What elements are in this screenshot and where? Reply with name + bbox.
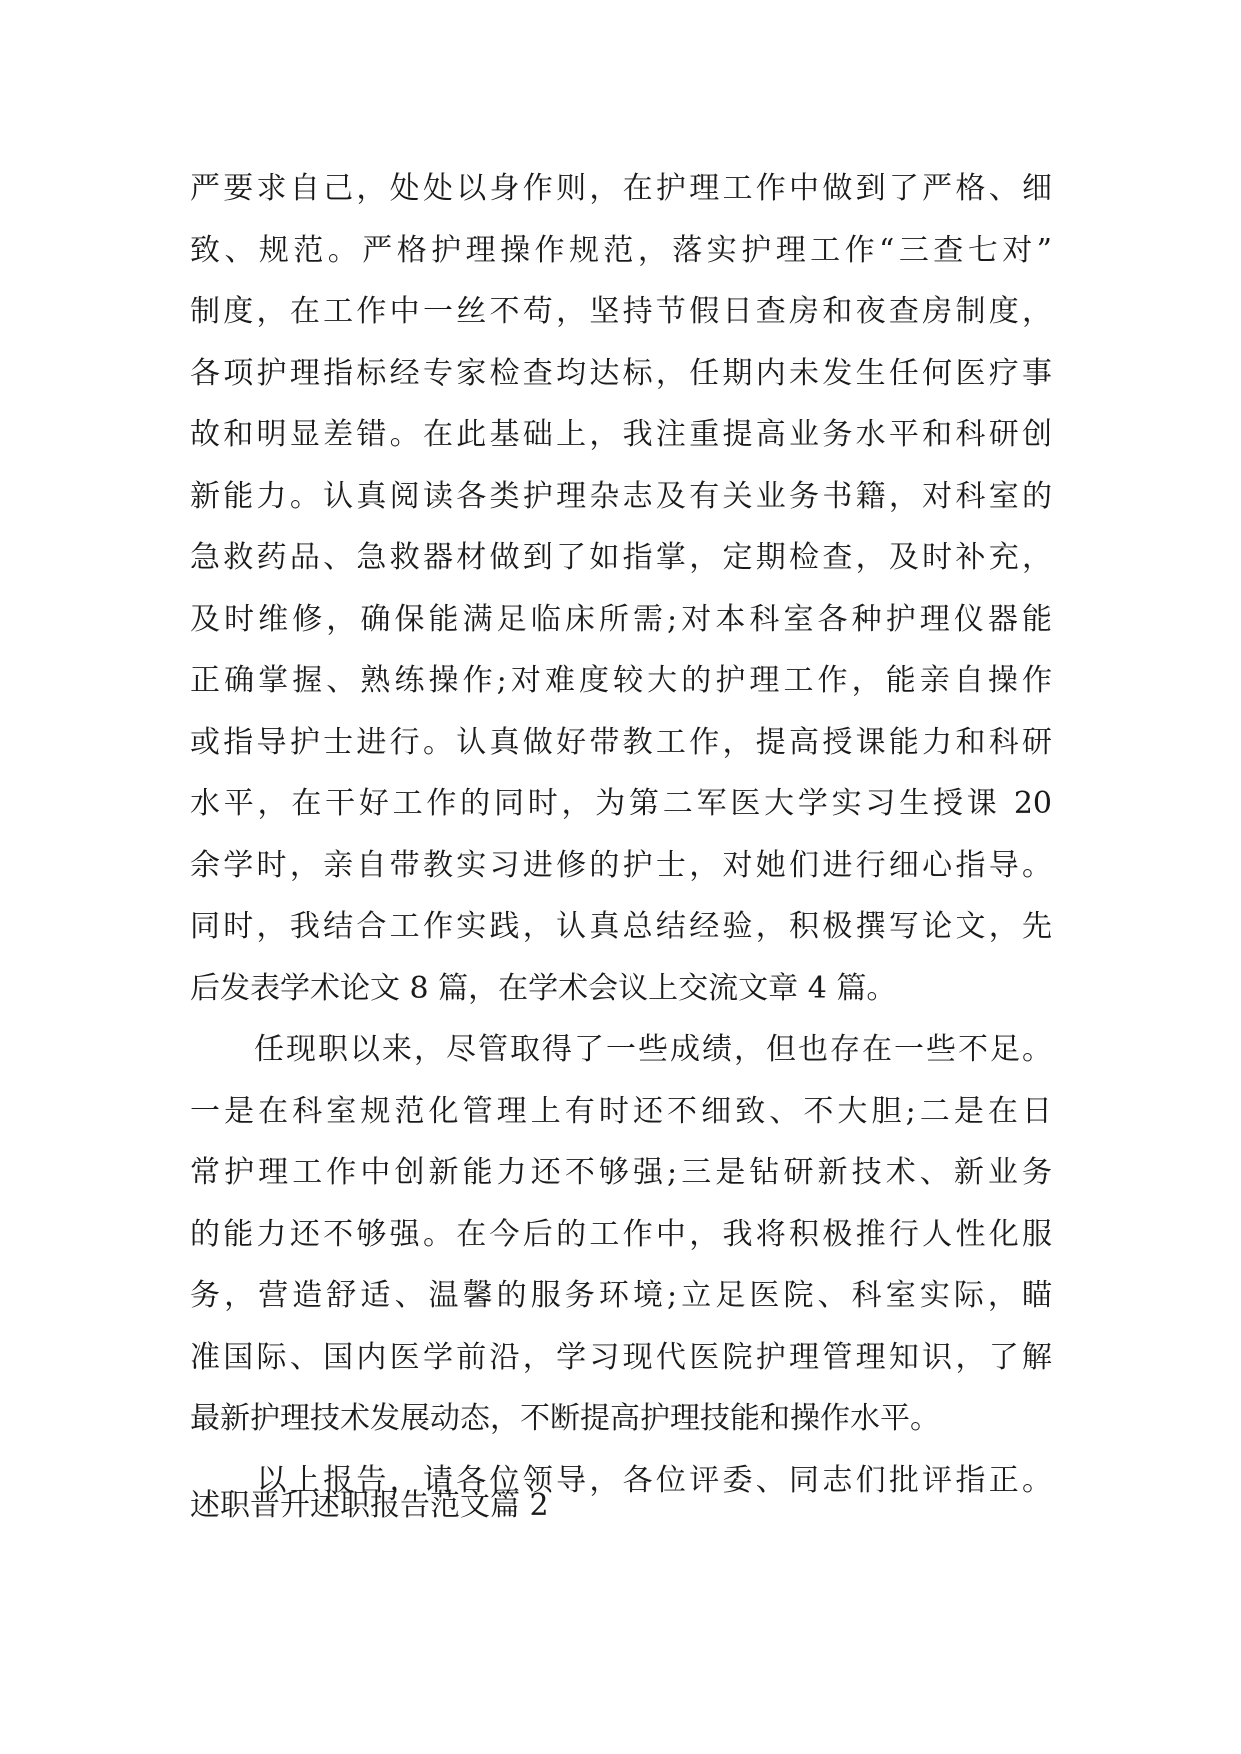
text-line: 同时，我结合工作实践，认真总结经验，积极撰写论文，先 xyxy=(190,909,1052,944)
text-line: 各项护理指标经专家检查均达标，任期内未发生任何医疗事 xyxy=(190,355,1052,391)
text-line: 准国际、国内医学前沿，学习现代医院护理管理知识，了解 xyxy=(190,1339,1052,1375)
text-line: 或指导护士进行。认真做好带教工作，提高授课能力和科研 xyxy=(190,724,1052,760)
text-line: 以上报告，请各位领导，各位评委、同志们批评指正。 xyxy=(190,1462,1052,1498)
text-line: 故和明显差错。在此基础上，我注重提高业务水平和科研创 xyxy=(190,417,1052,452)
text-line: 严要求自己，处处以身作则，在护理工作中做到了严格、细 xyxy=(190,171,1052,206)
text-line: 任现职以来，尽管取得了一些成绩，但也存在一些不足。 xyxy=(190,1032,1052,1067)
text-line: 新能力。认真阅读各类护理杂志及有关业务书籍，对科室的 xyxy=(190,478,1052,514)
text-line: 致、规范。严格护理操作规范，落实护理工作“三查七对” xyxy=(190,232,1052,268)
text-line: 余学时，亲自带教实习进修的护士，对她们进行细心指导。 xyxy=(190,847,1052,883)
text-line: 急救药品、急救器材做到了如指掌，定期检查，及时补充， xyxy=(190,540,1052,575)
text-line: 及时维修，确保能满足临床所需;对本科室各种护理仪器能 xyxy=(190,601,1052,637)
text-line: 的能力还不够强。在今后的工作中，我将积极推行人性化服 xyxy=(190,1216,1052,1252)
text-line: 后发表学术论文 8 篇，在学术会议上交流文章 4 篇。 xyxy=(190,970,897,1006)
text-line: 制度，在工作中一丝不苟，坚持节假日查房和夜查房制度， xyxy=(190,294,1052,329)
text-line: 常护理工作中创新能力还不够强;三是钻研新技术、新业务 xyxy=(190,1155,1052,1190)
section-heading: 述职晋升述职报告范文篇 2 xyxy=(190,1488,549,1523)
text-line: 最新护理技术发展动态，不断提高护理技能和操作水平。 xyxy=(190,1401,940,1436)
text-line: 一是在科室规范化管理上有时还不细致、不大胆;二是在日 xyxy=(190,1093,1052,1129)
text-line: 正确掌握、熟练操作;对难度较大的护理工作，能亲自操作 xyxy=(190,663,1052,698)
text-line: 水平，在干好工作的同时，为第二军医大学实习生授课 20 xyxy=(190,786,1052,821)
text-line: 务，营造舒适、温馨的服务环境;立足医院、科室实际，瞄 xyxy=(190,1278,1052,1313)
body-text xyxy=(190,158,1052,1511)
